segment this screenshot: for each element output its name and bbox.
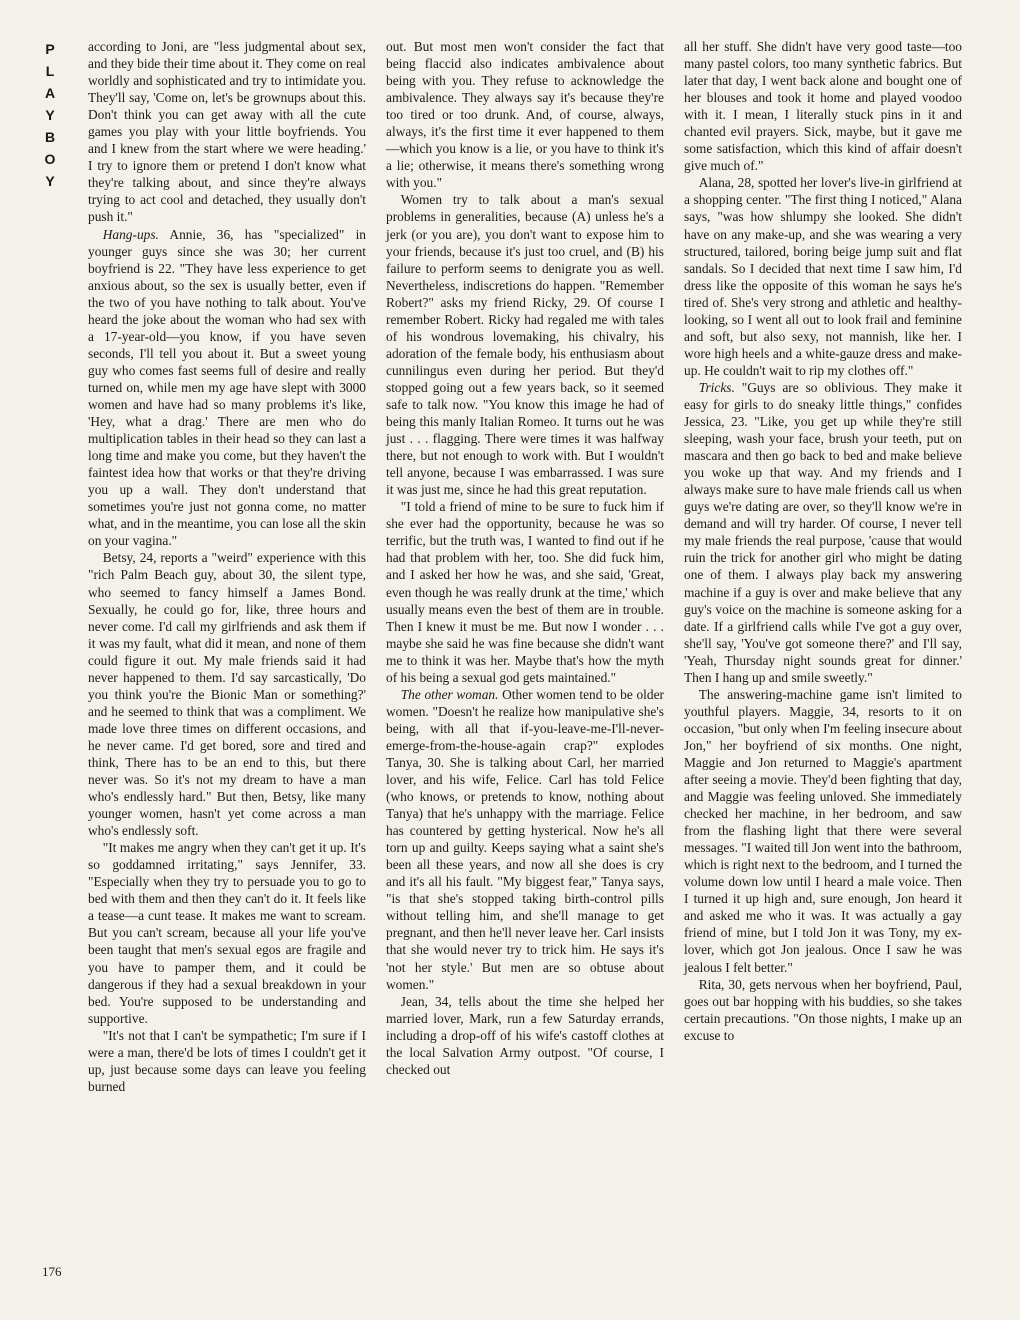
paragraph-text: Annie, 36, has "specialized" in younger guys since she was 30; her current boyfriend is 22. "They have less experience to get anxious about, so the sex is usually better, even if the two of you have nothing to talk about. You've heard the joke about the woman who had sex with a 17-year-old—you know, if you have seven seconds, I'll tell you about it. But a sweet young guy who comes fast seems full of desire and really turned on, while men my age have slept with 3000 women and have had so many problems it's like, 'Hey, what a drag.' There are men who do multiplication tables in their head so they can last a long time and make you come, but they haven't the faintest idea how that works or that they're driving you up a wall. They don't understand that sometimes you're just not gonna come, no matter what, and in the meantime, you can lose all the skin on your vagina." [88,226,366,549]
paragraph [386,498,664,686]
masthead-letter: L [45,63,55,79]
paragraph-text: according to Joni, are "less judgmental about sex, and they bide their time about it. They come on real worldly and sophisticated and try to intimidate you. They'll say, 'Come on, let's be grownups about this. Don't think you can get away with all the cute games you play with your little boyfriends. You and I knew from the start where we were heading.' I try to ignore them or pretend I don't know what they're talking about, and since they're always trying to act cool and detached, they usually don't push it." [88,39,366,225]
paragraph [88,1027,366,1095]
paragraph [88,38,366,226]
masthead-letter: P [45,41,55,57]
article-body [88,38,962,1268]
paragraph-text: Jean, 34, tells about the time she helped her married lover, Mark, run a few Saturday errands, including a drop-off of his wife's castoff clothes at the local Salvation Army outpost. "Of course, I checked out [386,993,664,1077]
paragraph [684,686,962,976]
masthead-letter: O [44,151,56,167]
paragraph-text: "Guys are so oblivious. They make it easy for girls to do sneaky little things," confides Jessica, 23. "Like, you get up while they're still sleeping, wash your face, brush your teeth, put on mascara and then go back to bed and make believe you woke up that way. And my friends and I always make sure to have male friends call us when guys we're dating are over, so they'll know we're in demand and will try harder. Of course, I never tell my male friends the real purpose, 'cause that would ruin the trick for another girl who might be dating one of them. I always play back my answering machine if a guy is over and make believe that any guy's voice on the machine is someone asking for a date. If a girlfriend calls while I've got a guy over, she'll say, 'You've got someone there?' and I'll say, 'Yeah, Thursday night sounds great for dinner.' Then I hang up and smile sweetly." [684,379,962,685]
masthead-letter: A [44,85,56,101]
paragraph [386,993,664,1078]
paragraph [386,38,664,191]
paragraph-text: Betsy, 24, reports a "weird" experience with this "rich Palm Beach guy, about 30, the silent type, who seemed to fancy himself a James Bond. Sexually, he could go for, like, three hours and never come. I'd call my girlfriends and ask them if it was my fault, what did it mean, and none of them could figure it out. My male friends said it had never happened to them. I'd say sarcastically, 'Do you think you're the Bionic Man or something?' and he seemed to think that was a compliment. We made love three times on different occasions, and he never came. I'd get bored, sore and tired and think, There has to be an end to this, but there never was. So it's not my dream to have a man who's endlessly hard." But then, Betsy, like many younger women, hasn't yet come across a man who's endlessly soft. [88,550,366,839]
paragraph-text: Rita, 30, gets nervous when her boyfriend, Paul, goes out bar hopping with his buddies, so she takes certain precautions. "On those nights, I make up an excuse to [684,976,962,1043]
paragraph [88,839,366,1027]
paragraph-text: all her stuff. She didn't have very good taste—too many pastel colors, too many synthetic fabrics. But later that day, I went back alone and bought one of her blouses and took it home and played voodoo with it. I mean, I literally stuck pins in it and chanted evil prayers. Sick, maybe, but it gave me some satisfaction, which this kind of affair doesn't give much of." [684,39,962,174]
column-2 [386,38,664,1268]
subhead-paragraph [684,379,962,686]
masthead-letter: Y [45,107,55,123]
paragraph [88,549,366,839]
subhead-lead: Hang-ups. [102,226,159,242]
page-number: 176 [42,1264,62,1279]
paragraph-text: "I told a friend of mine to be sure to fuck him if she ever had the opportunity, because he was so terrific, but the truth was, I wanted to find out if he had that problem with her, too. She did fuck him, and I asked her how he was, and she said, 'Great, even though he was really drunk at the time,' which usually means even the best of them are in trouble. Then I knew it must be me. But now I wonder . . . maybe she said he was fine because she didn't want me to think it was her. Maybe that's how the myth of his being a sexual god gets maintained." [386,499,664,685]
paragraph-text: "It makes me angry when they can't get it up. It's so goddamned irritating," says Jennifer, 33. "Especially when they try to persuade you to go to bed with them and then they can't do it. It feels like a tease—a cunt tease. It makes me want to scream. But you can't scream, because all your life you've been taught that men's sexual egos are fragile and you have to pamper them, and it could be dangerous if they had a sexual breakdown in your bed. You're supposed to be understanding and supportive. [88,840,366,1026]
subhead-lead: Tricks. [698,379,735,395]
paragraph [684,174,962,379]
subhead-paragraph [88,226,366,550]
paragraph [386,191,664,498]
masthead-playboy [38,38,62,192]
paragraph-text: Alana, 28, spotted her lover's live-in girlfriend at a shopping center. "The first thing I noticed," Alana says, "was how shlumpy she looked. She didn't have on any make-up, and she was wearing a very structured, tailored, boring beige jump suit and flat sandals. So I decided that next time I saw him, I'd dress like the opposite of this woman he says he's tired of. She's very strong and athletic and healthy-looking, so I went all out to look frail and feminine and soft, but also sexy, not mannish, like her. I wore high heels and a white-gauze dress and make-up. He couldn't wait to rip my clothes off." [684,175,962,378]
masthead-letter: Y [45,173,55,189]
column-1 [88,38,366,1268]
masthead-letter: B [44,129,56,145]
column-3 [684,38,962,1268]
paragraph-text: Women try to talk about a man's sexual problems in generalities, because (A) unless he's a jerk (or you are), you don't want to expose him to your friends, because it's just too cruel, and (B) his failure to perform seems to denigrate you as well. Nevertheless, indiscretions do happen. "Remember Robert?" asks my friend Ricky, 29. Of course I remember Robert. Ricky had regaled me with tales of his wondrous lovemaking, his chivalry, his adoration of the female body, his enthusiasm about cunnilingus even during her period. But they'd stopped going out a few years back, so it seemed safe to talk now. "You know this image he had of being this manly Italian Romeo. It turns out he was just . . . flagging. There were times it was halfway there, but not enough to work with. But I wouldn't tell anyone, because I was embarrassed. I was sure it was just me, since he had this great reputation. [386,192,664,498]
paragraph-text: Other women tend to be older women. "Doesn't he realize how manipulative she's being, with all that if-you-leave-me-I'll-never-emerge-from-the-house-again crap?" explodes Tanya, 30. She is talking about Carl, her married lover, and his wife, Felice. Carl has told Felice (who knows, or pretends to know, nothing about Tanya) that he's unhappy with the marriage. Felice has countered by getting hysterical. Now he's all torn up and guilty. Keeps saying what a saint she's been all these years, and now all she does is cry and it's all his fault. "My biggest fear," Tanya says, "is that she's stopped taking birth-control pills without telling him, and she'll manage to get pregnant, and then he'll never leave her. Carl insists that she would never try to trick him. He says it's 'not her style.' But men are so obtuse about women." [386,686,664,992]
paragraph [684,976,962,1044]
subhead-paragraph [386,686,664,993]
paragraph-text: out. But most men won't consider the fact that being flaccid also indicates ambivalence about being with you. They refuse to acknowledge the ambivalence. They always say it's because they're too tired or too drunk. And, of course, always, always, it's the first time it ever happened to them—which you know is a lie, or you have to think it's a lie; otherwise, it means there's something wrong with you." [386,39,664,191]
subhead-lead: The other woman. [400,686,499,702]
paragraph-text: "It's not that I can't be sympathetic; I'm sure if I were a man, there'd be lots of times I couldn't get it up, just because some days can leave you feeling burned [88,1027,366,1094]
paragraph [684,38,962,174]
paragraph-text: The answering-machine game isn't limited to youthful players. Maggie, 34, resorts to it on occasion, "but only when I'm feeling insecure about Jon," her boyfriend of six months. One night, Maggie and Jon returned to Maggie's apartment after seeing a movie. They'd been fighting that day, and Maggie was feeling unloved. She immediately checked her machine, in her bedroom, and saw from the flashing light that there were several messages. "I waited till Jon went into the bathroom, which is right next to the bedroom, and I turned the volume down low until I heard a male voice. Then I turned it up high and, sure enough, Jon heard it and asked me who it was. It was actually a gay friend of mine, but I told Jon it was Tony, my ex-lover, which got Jon jealous. Once I saw he was jealous I felt better." [684,686,962,975]
